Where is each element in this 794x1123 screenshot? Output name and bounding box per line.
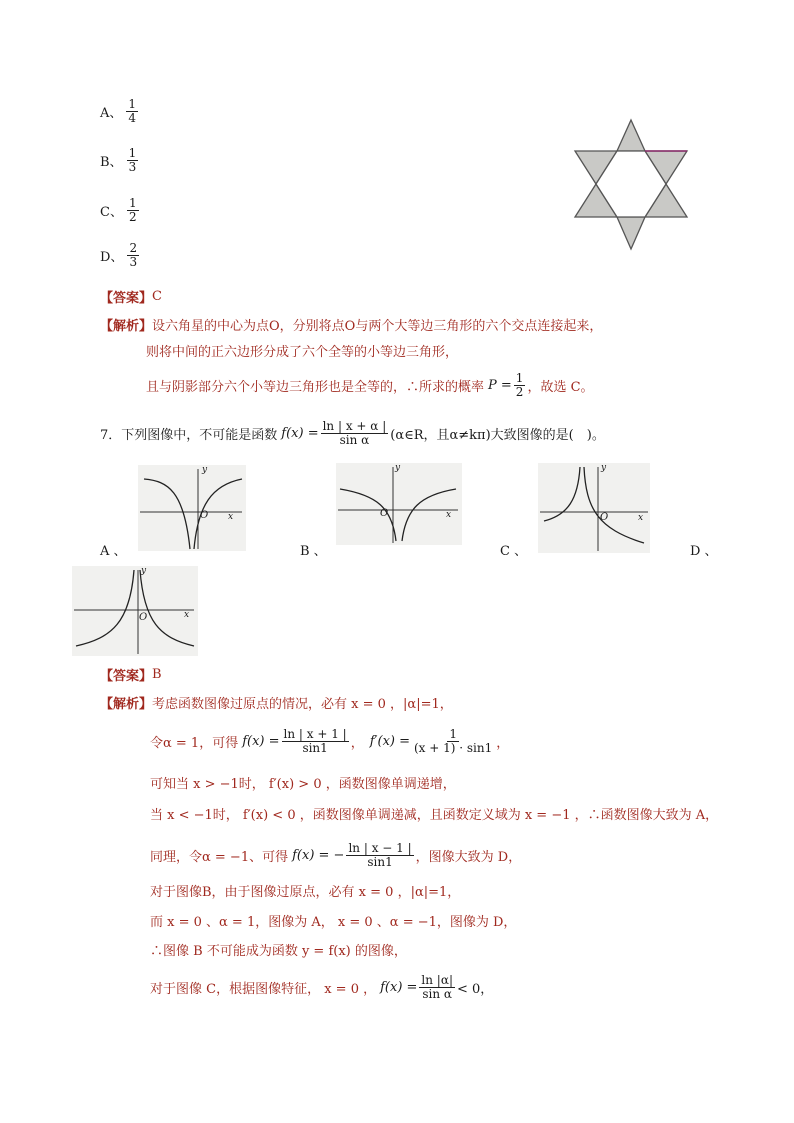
- graph-d-y-label: y: [141, 566, 147, 576]
- star-tip-bottom: [617, 217, 645, 249]
- q6-analysis-line1: 【解析】 设六角星的中心为点O，分别将点O与两个大等边三角形的六个交点连接起来，: [100, 319, 603, 334]
- q7-answer: 【答案】 B: [100, 667, 162, 684]
- hexagram-figure: [572, 118, 690, 252]
- graph-b-origin-label: O: [380, 508, 389, 519]
- graph-a-label: A 、: [100, 544, 127, 559]
- graph-b-label: B 、: [300, 544, 327, 559]
- graph-c-x-label: x: [638, 513, 644, 523]
- option-d: D、 $\frac{2}{3}$: [100, 241, 138, 269]
- graph-d-origin-label: O: [139, 612, 148, 623]
- q7-analysis-line4: 当 x < −1时， f′(x) < 0 ，函数图像单调递减，且函数定义域为 x = −1 ，∴函数图像大致为 A，: [150, 808, 719, 823]
- graph-d-label: D 、: [690, 544, 718, 559]
- graph-d: [72, 566, 198, 656]
- q6-analysis-line2: 则将中间的正六边形分成了六个全等的小等边三角形，: [146, 345, 459, 360]
- star-tip-top: [617, 120, 645, 151]
- q7-analysis-line6: 对于图像B，由于图像过原点，必有 x = 0 ，|α|=1，: [150, 885, 461, 900]
- graph-a-x-label: x: [228, 512, 234, 522]
- q7-analysis-line3: 可知当 x > −1时， f′(x) > 0 ，函数图像单调递增，: [150, 777, 456, 792]
- q7-analysis-line9: 对于图像 C，根据图像特征， x = 0 ， f(x) = $\frac{\ln |\alpha|}{\text{sin α}}$ < 0，: [150, 973, 494, 1001]
- option-c: C、 $\frac{1}{2}$: [100, 196, 137, 224]
- graph-a-y-label: y: [202, 465, 208, 475]
- q7-analysis-line1: 【解析】 考虑函数图像过原点的情况，必有 x = 0 ，|α|=1，: [100, 697, 453, 712]
- graph-c-y-label: y: [601, 463, 607, 473]
- graph-c-origin-label: O: [600, 512, 609, 523]
- graph-b: [336, 463, 462, 545]
- q7-analysis-line7: 而 x = 0 、α = 1，图像为 A， x = 0 、α = −1，图像为 D，: [150, 915, 517, 930]
- graph-a: [138, 465, 246, 551]
- q7-stem: 7．下列图像中，不可能是函数 f(x) = $\frac{\ln | x + \alpha |}{\text{sin α}}$ (α∈R，且α≠kπ)大致图像的是( )。: [100, 419, 605, 447]
- q6-analysis-line3: 且与阴影部分六个小等边三角形也是全等的，∴所求的概率 P = $\frac{1}{2}$ ，故选 C。: [146, 371, 594, 399]
- graph-d-x-label: x: [184, 610, 190, 620]
- option-a: A、 $\frac{1}{4}$: [100, 97, 137, 125]
- q7-analysis-line5: 同理，令α = −1、可得 f(x) = − $\frac{\ln | x - 1 |}{\sin 1}$ ，图像大致为 D，: [150, 841, 522, 869]
- graph-c: [538, 463, 650, 553]
- option-b: B、 $\frac{1}{3}$: [100, 146, 137, 174]
- graph-b-y-label: y: [395, 463, 401, 473]
- graph-c-label: C 、: [500, 544, 528, 559]
- q6-answer: 【答案】 C: [100, 289, 162, 306]
- graph-a-origin-label: O: [200, 510, 209, 521]
- q7-analysis-line8: ∴图像 B 不可能成为函数 y = f(x) 的图像，: [150, 944, 407, 959]
- graph-b-x-label: x: [446, 510, 452, 520]
- q7-analysis-line2: 令α = 1，可得 f(x) = $\frac{\ln | x + 1 |}{\sin 1}$ ， f′(x) = $\frac{1}{(x + 1) \cdot \sin 1}$ ，: [150, 727, 510, 755]
